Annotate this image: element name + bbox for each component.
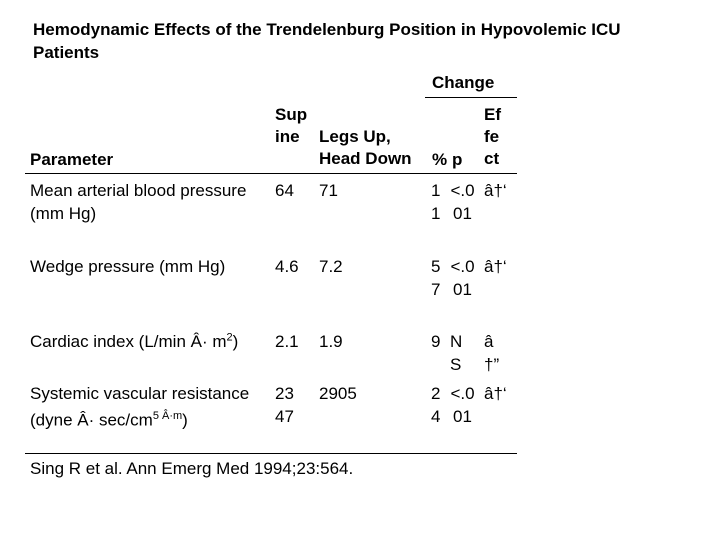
- header-parameter: Parameter: [30, 150, 114, 169]
- citation: Sing R et al. Ann Emerg Med 1994;23:564.: [30, 459, 354, 478]
- row-1-p: <.001: [450, 181, 475, 223]
- row-2-supine: 4.6: [275, 257, 299, 276]
- row-1-supine: 64: [275, 181, 294, 200]
- footer-rule: [25, 453, 517, 454]
- change-group-header: Change: [432, 73, 495, 92]
- header-legs-up: Legs Up, Head Down: [319, 127, 412, 168]
- change-rule: [425, 97, 517, 98]
- row-4-percent: 24: [431, 384, 441, 426]
- row-4-legs-up: 2905: [319, 384, 357, 403]
- header-rule: [25, 173, 517, 174]
- row-3-parameter: Cardiac index (L/min Â· $m^2$): [30, 331, 239, 351]
- row-1-effect: â†‘: [484, 181, 507, 200]
- row-4-p: <.001: [450, 384, 475, 426]
- row-1-parameter: Mean arterial blood pressure (mm Hg): [30, 181, 247, 223]
- row-3-legs-up: 1.9: [319, 332, 343, 351]
- row-3-percent: 9: [431, 332, 441, 351]
- row-2-p: <.001: [450, 257, 475, 299]
- row-1-legs-up: 71: [319, 181, 338, 200]
- table-title: Hemodynamic Effects of the Trendelenburg Position in Hypovolemic ICU Patients: [33, 20, 621, 62]
- header-percent: %: [432, 150, 448, 169]
- row-2-percent: 57: [431, 257, 441, 299]
- row-4-parameter: Systemic vascular resistance (dyne Â· $\sec/cm^5$ $^{Â\cdot m}$): [30, 384, 250, 430]
- row-3-supine: 2.1: [275, 332, 299, 351]
- row-4-supine: 2347: [275, 384, 294, 426]
- header-p: p: [452, 150, 463, 169]
- header-supine: Supine: [275, 105, 308, 146]
- row-2-parameter: Wedge pressure (mm Hg): [30, 257, 226, 276]
- row-1-percent: 11: [431, 181, 441, 223]
- row-2-effect: â†‘: [484, 257, 507, 276]
- row-3-p: NS: [450, 332, 463, 374]
- header-effect: Effect: [484, 105, 501, 168]
- row-2-legs-up: 7.2: [319, 257, 343, 276]
- row-3-effect: â†”: [484, 332, 500, 374]
- row-4-effect: â†‘: [484, 384, 507, 403]
